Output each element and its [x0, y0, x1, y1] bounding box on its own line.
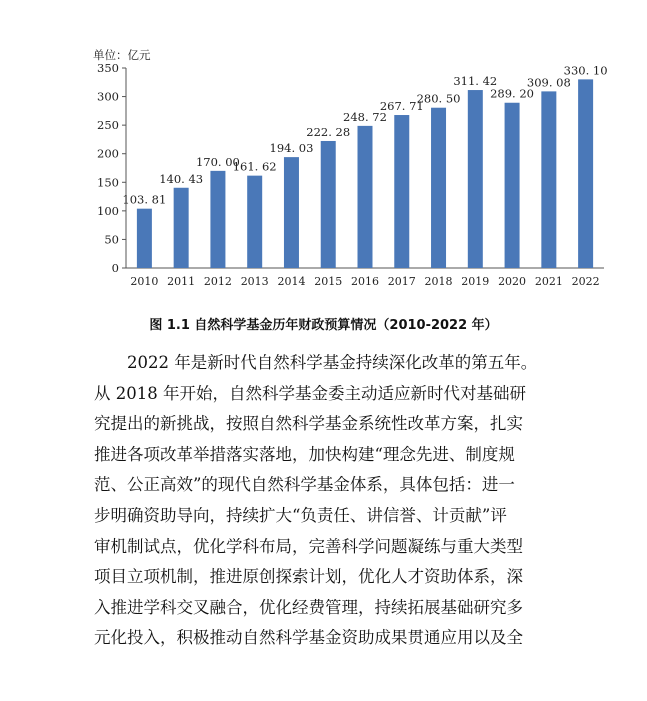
- x-tick-label-2013: 2013: [240, 275, 269, 288]
- value-label-2012: 170. 00: [195, 154, 240, 169]
- x-tick-label-2022: 2022: [571, 275, 600, 288]
- y-tick-label: 350: [97, 61, 119, 75]
- bar-2019: [468, 90, 483, 268]
- y-tick-label: 100: [97, 203, 119, 218]
- bar-chart: [0, 0, 647, 300]
- paragraph-line: 从 2018 年开始，自然科学基金委主动适应新时代对基础研: [94, 383, 526, 403]
- paragraph-line: 范、公正高效”的现代自然科学基金体系，具体包括：进一: [94, 475, 515, 495]
- y-tick-label: 200: [97, 146, 119, 161]
- value-label-2017: 267. 71: [379, 99, 424, 114]
- y-tick-label: 250: [97, 118, 119, 133]
- x-tick-label-2016: 2016: [351, 275, 379, 288]
- paragraph-line: 项目立项机制，推进原创探索计划，优化人才资助体系，深: [94, 567, 523, 587]
- paragraph-line: 审机制试点，优化学科布局，完善科学问题凝练与重大类型: [94, 536, 523, 556]
- bar-2022: [578, 79, 593, 268]
- paragraph-line: 推进各项改革举措落实落地，加快构建“理念先进、制度规: [94, 444, 515, 464]
- value-label-2018: 280. 50: [416, 91, 461, 106]
- value-label-2010: 103. 81: [122, 192, 167, 207]
- x-tick-label-2018: 2018: [424, 275, 453, 288]
- value-label-2019: 311. 42: [453, 74, 498, 89]
- paragraph-line: 步明确资助导向，持续扩大“负责任、讲信誉、计贡献”评: [94, 505, 507, 525]
- y-tick-label: 300: [97, 89, 119, 104]
- paragraph-line: 元化投入，积极推动自然科学基金资助成果贯通应用以及全: [94, 628, 523, 648]
- x-tick-label-2015: 2015: [314, 275, 343, 288]
- x-tick-label-2011: 2011: [167, 275, 196, 288]
- x-tick-label-2019: 2019: [461, 275, 490, 288]
- bar-2020: [505, 103, 520, 268]
- bar-2012: [210, 171, 225, 268]
- x-tick-label-2014: 2014: [277, 275, 306, 288]
- x-tick-label-2012: 2012: [203, 275, 232, 288]
- x-tick-label-2021: 2021: [534, 275, 563, 288]
- value-label-2011: 140. 43: [159, 171, 204, 186]
- bar-2021: [541, 91, 556, 268]
- paragraph-line: 究提出的新挑战，按照自然科学基金系统性改革方案，扎实: [94, 414, 523, 434]
- value-label-2021: 309. 08: [526, 75, 571, 90]
- x-tick-label-2017: 2017: [387, 275, 416, 288]
- value-label-2014: 194. 03: [269, 141, 314, 156]
- bar-2015: [321, 141, 336, 268]
- figure-caption: 图 1.1 自然科学基金历年财政预算情况（2010-2022 年）: [149, 318, 498, 333]
- paragraph-line: 2022 年是新时代自然科学基金持续深化改革的第五年。: [127, 353, 538, 372]
- bar-2017: [394, 115, 409, 268]
- body-paragraph: [94, 348, 614, 654]
- value-label-2016: 248. 72: [343, 109, 387, 124]
- value-label-2022: 330. 10: [563, 63, 608, 78]
- unit-label: 单位：亿元: [93, 48, 151, 62]
- bar-2013: [247, 176, 262, 268]
- bar-2011: [174, 188, 189, 268]
- x-tick-label-2020: 2020: [498, 275, 527, 288]
- value-label-2015: 222. 28: [306, 124, 351, 139]
- y-tick-label: 50: [104, 232, 119, 247]
- x-tick-labels: [130, 275, 599, 288]
- y-tick-label: 150: [97, 175, 119, 190]
- paragraph-line: 入推进学科交叉融合，优化经费管理，持续拓展基础研究多: [94, 597, 523, 617]
- bar-2016: [358, 126, 373, 268]
- bars: [137, 79, 593, 268]
- value-label-2013: 161. 62: [232, 159, 277, 174]
- bar-2014: [284, 157, 299, 268]
- y-tick-label: 0: [111, 261, 119, 275]
- x-tick-label-2010: 2010: [130, 275, 159, 288]
- value-label-2020: 289. 20: [490, 86, 535, 101]
- y-ticks: [97, 61, 126, 275]
- bar-2010: [137, 209, 152, 268]
- bar-2018: [431, 108, 446, 268]
